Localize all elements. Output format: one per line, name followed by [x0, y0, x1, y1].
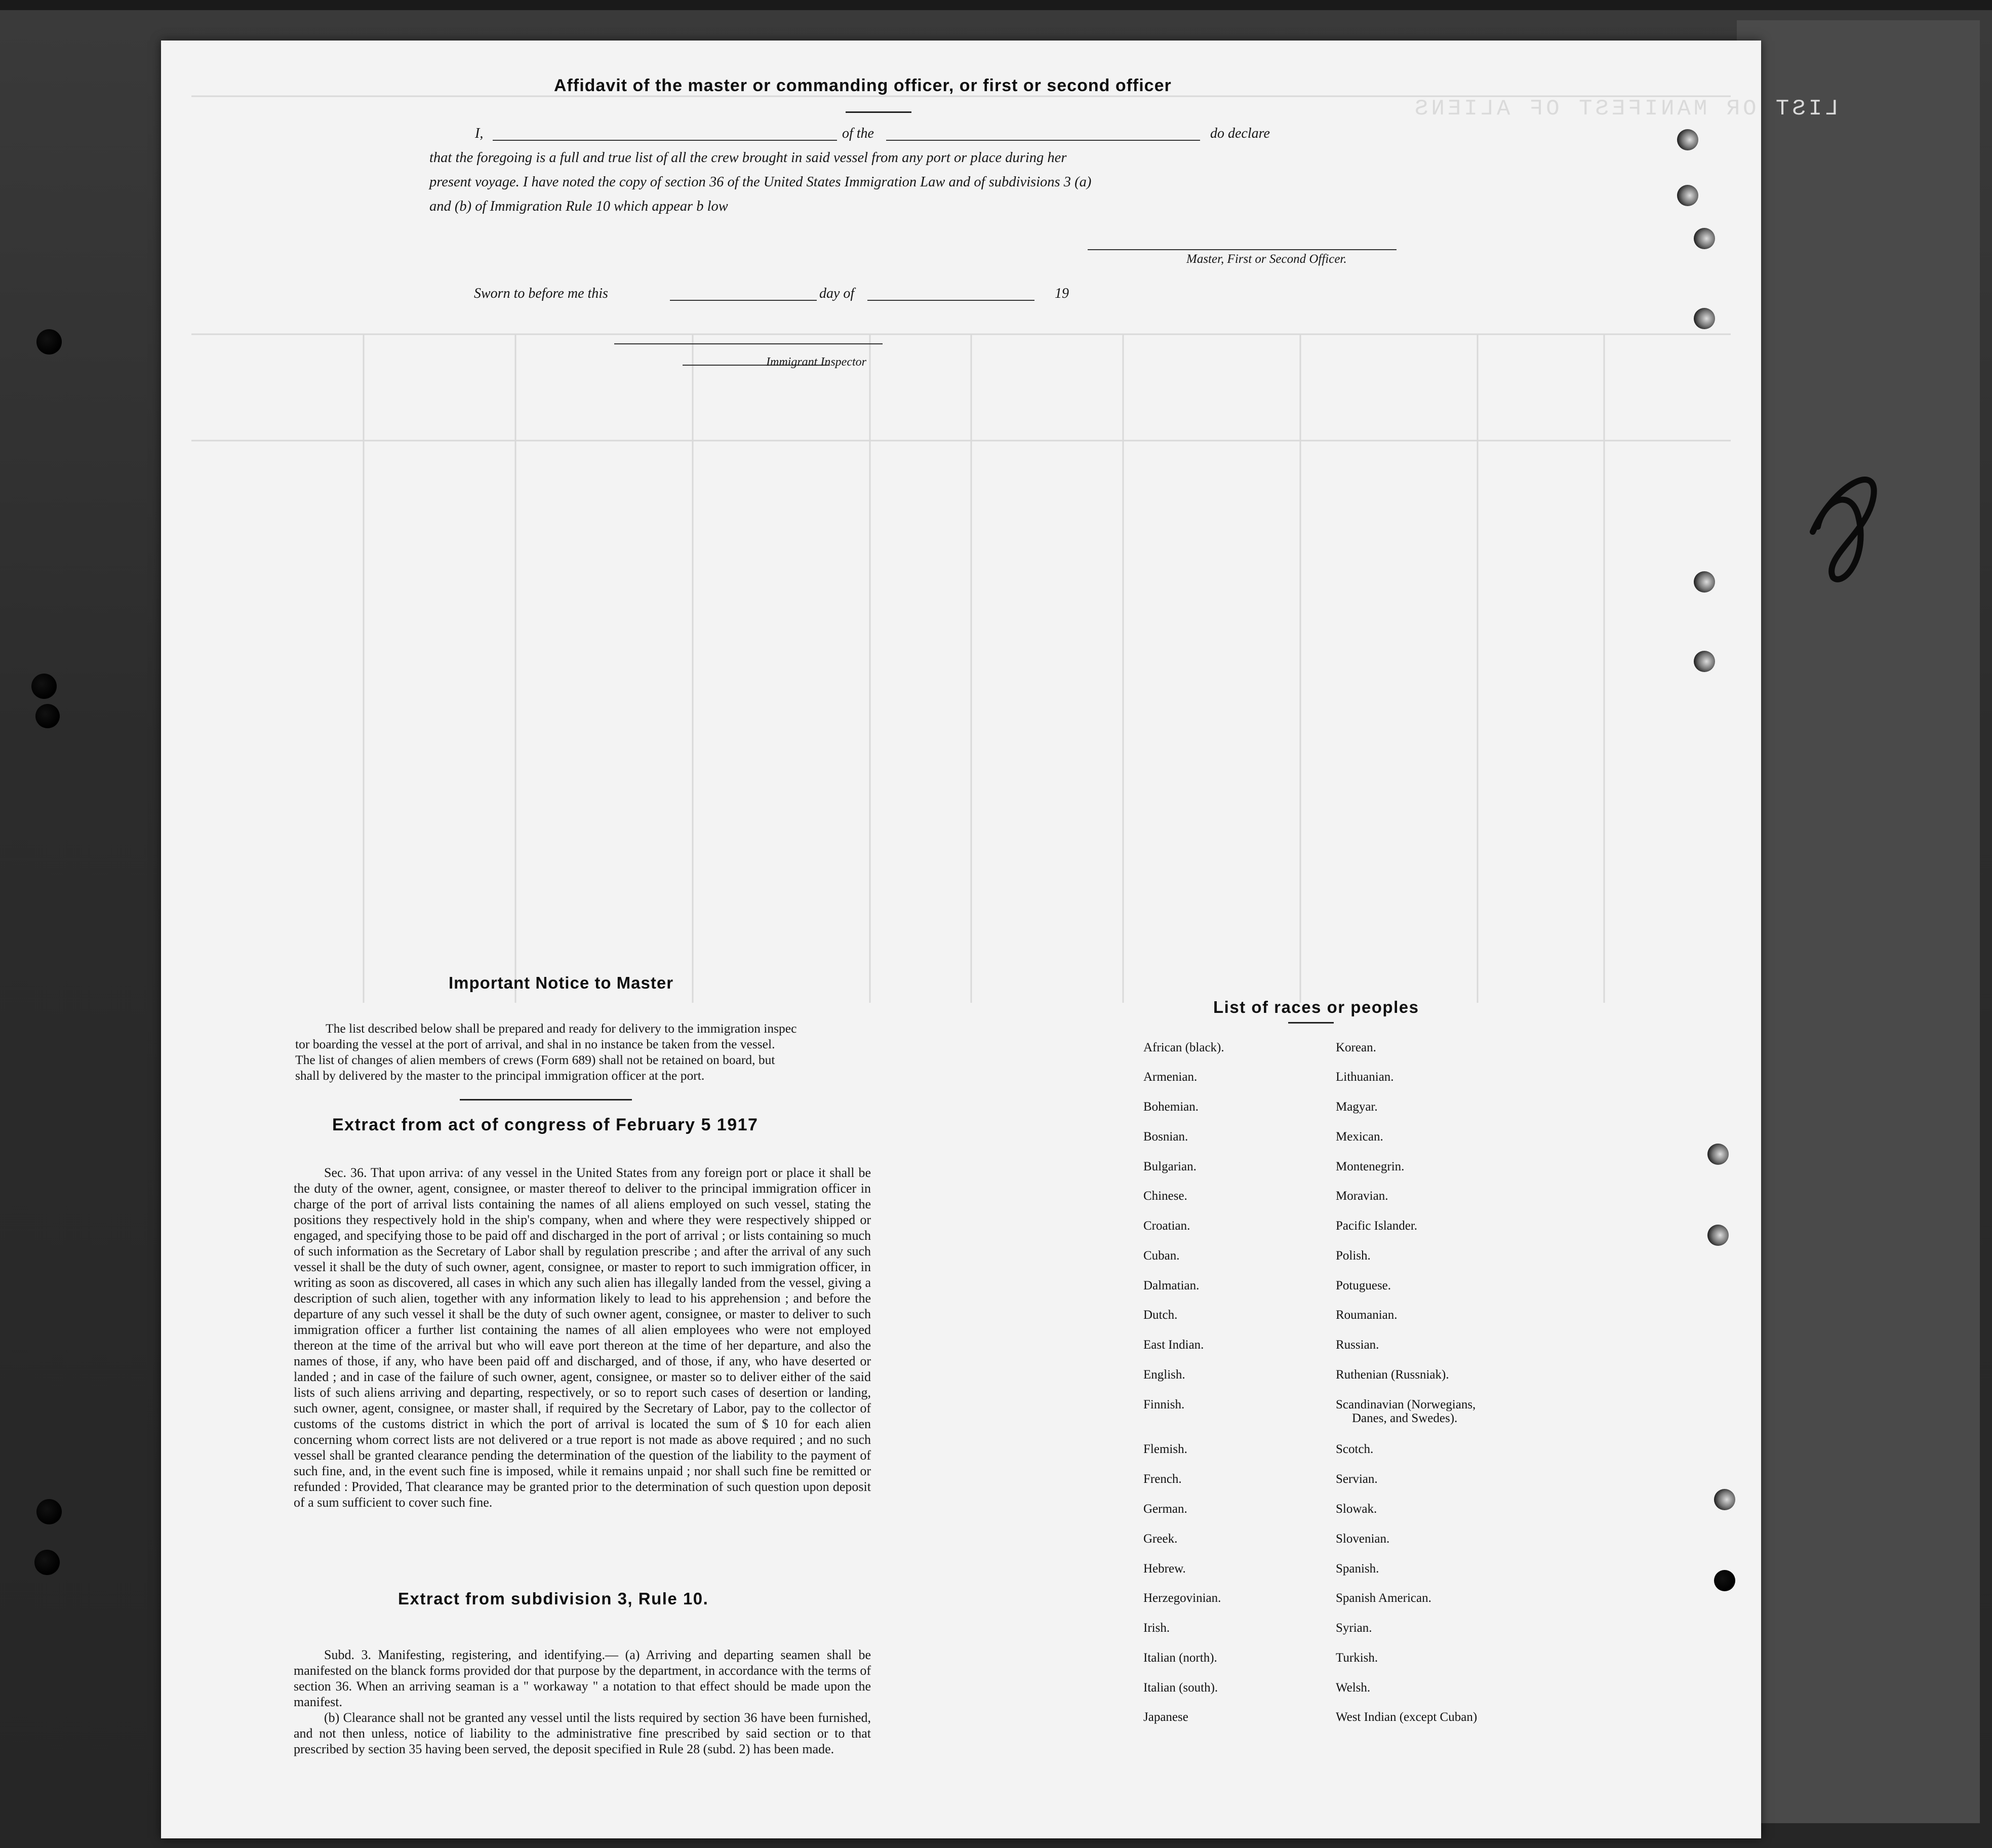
punch-hole-icon [35, 704, 60, 728]
race-entry: Armenian. [1143, 1070, 1198, 1084]
master-signature-line [1088, 249, 1397, 250]
race-entry: Japanese [1143, 1710, 1188, 1724]
race-entry: Syrian. [1336, 1621, 1372, 1635]
manifest-page [161, 41, 1839, 1838]
race-entry: Roumanian. [1336, 1308, 1398, 1322]
punch-hole-icon [1707, 1225, 1729, 1246]
sworn-day-blank [670, 300, 817, 301]
race-entry: Hebrew. [1143, 1562, 1186, 1576]
punch-hole-icon [36, 329, 62, 355]
notice-line: The list described below shall be prepared and ready for delivery to the immigration inspec [326, 1021, 797, 1036]
race-entry: Lithuanian. [1336, 1070, 1394, 1084]
race-entry: Italian (north). [1143, 1651, 1217, 1665]
race-entry: Italian (south). [1143, 1681, 1218, 1695]
race-entry: Chinese. [1143, 1189, 1187, 1203]
race-entry: Servian. [1336, 1472, 1378, 1486]
extract-act-heading: Extract from act of congress of February 5 1917 [332, 1115, 759, 1134]
day-of-text: day of [819, 286, 855, 301]
race-entry: Scotch. [1336, 1442, 1374, 1456]
affidavit-i: I, [475, 126, 484, 141]
punch-hole-icon [1714, 1570, 1735, 1591]
race-entry: Slowak. [1336, 1502, 1377, 1516]
race-entry: Flemish. [1143, 1442, 1187, 1456]
race-entry: Greek. [1143, 1532, 1178, 1546]
race-entry: German. [1143, 1502, 1187, 1516]
notice-line: The list of changes of alien members of crews (Form 689) shall not be retained on board, but [295, 1052, 775, 1067]
punch-hole-icon [1677, 185, 1698, 206]
race-entry: Bohemian. [1143, 1100, 1199, 1114]
race-entry: Cuban. [1143, 1249, 1180, 1263]
race-entry: Bulgarian. [1143, 1160, 1197, 1173]
sworn-month-blank [867, 300, 1034, 301]
punch-hole-icon [1694, 228, 1715, 249]
sworn-text: Sworn to before me this [474, 286, 608, 301]
race-entry: Irish. [1143, 1621, 1170, 1635]
race-entry: Spanish American. [1336, 1591, 1431, 1605]
race-entry: English. [1143, 1368, 1185, 1382]
race-entry: Dalmatian. [1143, 1279, 1200, 1292]
punch-hole-icon [1677, 129, 1698, 150]
race-entry: Finnish. [1143, 1398, 1185, 1411]
race-entry: Korean. [1336, 1041, 1376, 1054]
notice-line: shall by delivered by the master to the principal immigration officer at the port. [295, 1068, 705, 1083]
race-entry: African (black). [1143, 1041, 1224, 1054]
punch-hole-icon [1694, 571, 1715, 593]
affidavit-line3: present voyage. I have noted the copy of section 36 of the United States Immigration Law and of subdivisions 3 (a) [429, 174, 1092, 190]
vessel-blank [886, 140, 1200, 141]
punch-hole-icon [36, 1499, 62, 1524]
race-entry: Scandinavian (Norwegians, [1336, 1398, 1476, 1411]
race-entry: West Indian (except Cuban) [1336, 1710, 1478, 1724]
rule-10-para-b: (b) Clearance shall not be granted any vessel until the lists required by section 36 have been furnished, and not then unless, notice of liability to the administrative fine prescribed by said section or to that prescribed by section 35 having been served, the deposit specified in Rule 28 (subd. 2) has been made. [294, 1710, 871, 1756]
punch-hole-icon [1694, 308, 1715, 329]
affidavit-declare: do declare [1210, 126, 1270, 141]
rule-10-para-a: Subd. 3. Manifesting, registering, and identifying.— (a) Arriving and departing seamen shall be manifested on the blanck forms provided dor that purpose by the department, in accordance with the terms of section 36. When an arriving seaman is a " workaway " a notation to that effect should be made upon the manifest. [294, 1647, 871, 1709]
race-entry: Danes, and Swedes). [1352, 1411, 1458, 1425]
race-entry: Moravian. [1336, 1189, 1388, 1203]
inspector-signature-line [614, 343, 883, 344]
race-entry: Montenegrin. [1336, 1160, 1405, 1173]
race-entry: French. [1143, 1472, 1182, 1486]
race-entry: Magyar. [1336, 1100, 1378, 1114]
notice-line: tor boarding the vessel at the port of arrival, and shal in no instance be taken from the vessel. [295, 1037, 775, 1051]
affidavit-heading: Affidavit of the master or commanding officer, or first or second officer [554, 76, 1172, 95]
race-entry: East Indian. [1143, 1338, 1204, 1352]
extract-rule-heading: Extract from subdivision 3, Rule 10. [398, 1589, 709, 1608]
handwritten-mark [1803, 456, 1894, 587]
notice-heading: Important Notice to Master [449, 973, 674, 992]
name-blank [493, 140, 837, 141]
divider [460, 1099, 632, 1100]
affidavit-line4: and (b) of Immigration Rule 10 which appear b low [429, 199, 728, 214]
race-entry: Potuguese. [1336, 1279, 1391, 1292]
race-entry: Spanish. [1336, 1562, 1379, 1576]
underlying-page-edge [1737, 20, 1980, 1823]
divider [1288, 1022, 1334, 1024]
punch-hole-icon [31, 674, 57, 699]
race-entry: Ruthenian (Russniak). [1336, 1368, 1449, 1382]
master-caption: Master, First or Second Officer. [1186, 252, 1347, 266]
race-entry: Slovenian. [1336, 1532, 1390, 1546]
race-entry: Bosnian. [1143, 1130, 1188, 1144]
race-entry: Croatian. [1143, 1219, 1190, 1233]
punch-hole-icon [1714, 1489, 1735, 1510]
race-entry: Polish. [1336, 1249, 1371, 1263]
affidavit-line2: that the foregoing is a full and true list of all the crew brought in said vessel from any port or place during her [429, 150, 1067, 166]
race-entry: Turkish. [1336, 1651, 1378, 1665]
bleed-through-text: LIST OR MANIFEST OF ALIENS [1412, 96, 1839, 122]
race-entry: Russian. [1336, 1338, 1379, 1352]
race-entry: Mexican. [1336, 1130, 1383, 1144]
punch-hole-icon [34, 1550, 60, 1575]
bleed-through-grid [161, 41, 1761, 1838]
race-entry: Welsh. [1336, 1681, 1371, 1695]
punch-hole-icon [1707, 1144, 1729, 1165]
punch-hole-icon [1694, 651, 1715, 672]
race-entry: Dutch. [1143, 1308, 1178, 1322]
divider [846, 111, 911, 113]
race-entry: Pacific Islander. [1336, 1219, 1418, 1233]
races-heading: List of races or peoples [1213, 998, 1419, 1016]
sworn-year: 19 [1055, 286, 1069, 301]
affidavit-of-the: of the [842, 126, 874, 141]
inspector-caption: Immigrant Inspector [766, 356, 866, 369]
race-entry: Herzegovinian. [1143, 1591, 1221, 1605]
section-36-text: Sec. 36. That upon arriva: of any vessel in the United States from any foreign port or place it shall be the duty of the owner, agent, consignee, or master thereof to deliver to the principal immigration officer in charge of the port of arrival lists containing the names of all aliens employed on such vessel, stating the positions they respectively hold in the ship's company, when and where they were respectively shipped or engaged, and specifying those to be paid off and discharged in the port of arrival ; or lists containing so much of such information as the Secretary of Labor shall by regulation prescribe ; and after the arrival of any such vessel it shall be the duty of such owner, agent, consignee, or master to report to such immigration officer, in writing as soon as discovered, all cases in which any such alien has illegally landed from the vessel, giving a description of such alien, together with any information likely to lead to his apprehension ; and before the departure of any such vessel it shall be the duty of such owner agent, consignee, or master to deliver to such immigration officer a further list containing the names of all alien employees who were not employed thereon at the time of the arrival but who will eave port thereon at the time of her departure, and also the names of those, if any, who have been paid off and discharged, and of those, if any, who have deserted or landed ; and in case of the failure of such owner, agent, consignee, or master so to deliver either of the said lists of such aliens arriving and departing, respectively, or so to report such cases of desertion or landing, such owner, agent, consignee, or master shall, if required by the Secretary of Labor, pay to the collector of customs of the customs district in which the port of arrival is located the sum of $ 10 for each alien concerning whom correct lists are not delivered or a true report is not made as above required ; and no such vessel shall be granted clearance pending the determination of the question of the liability to the payment of such fine, and, in the event such fine is imposed, while it remains unpaid ; nor shall such fine be remitted or refunded : Provided, That clearance may be granted prior to the determination of such question upon deposit of a sum sufficient to cover such fine. [294, 1165, 871, 1510]
